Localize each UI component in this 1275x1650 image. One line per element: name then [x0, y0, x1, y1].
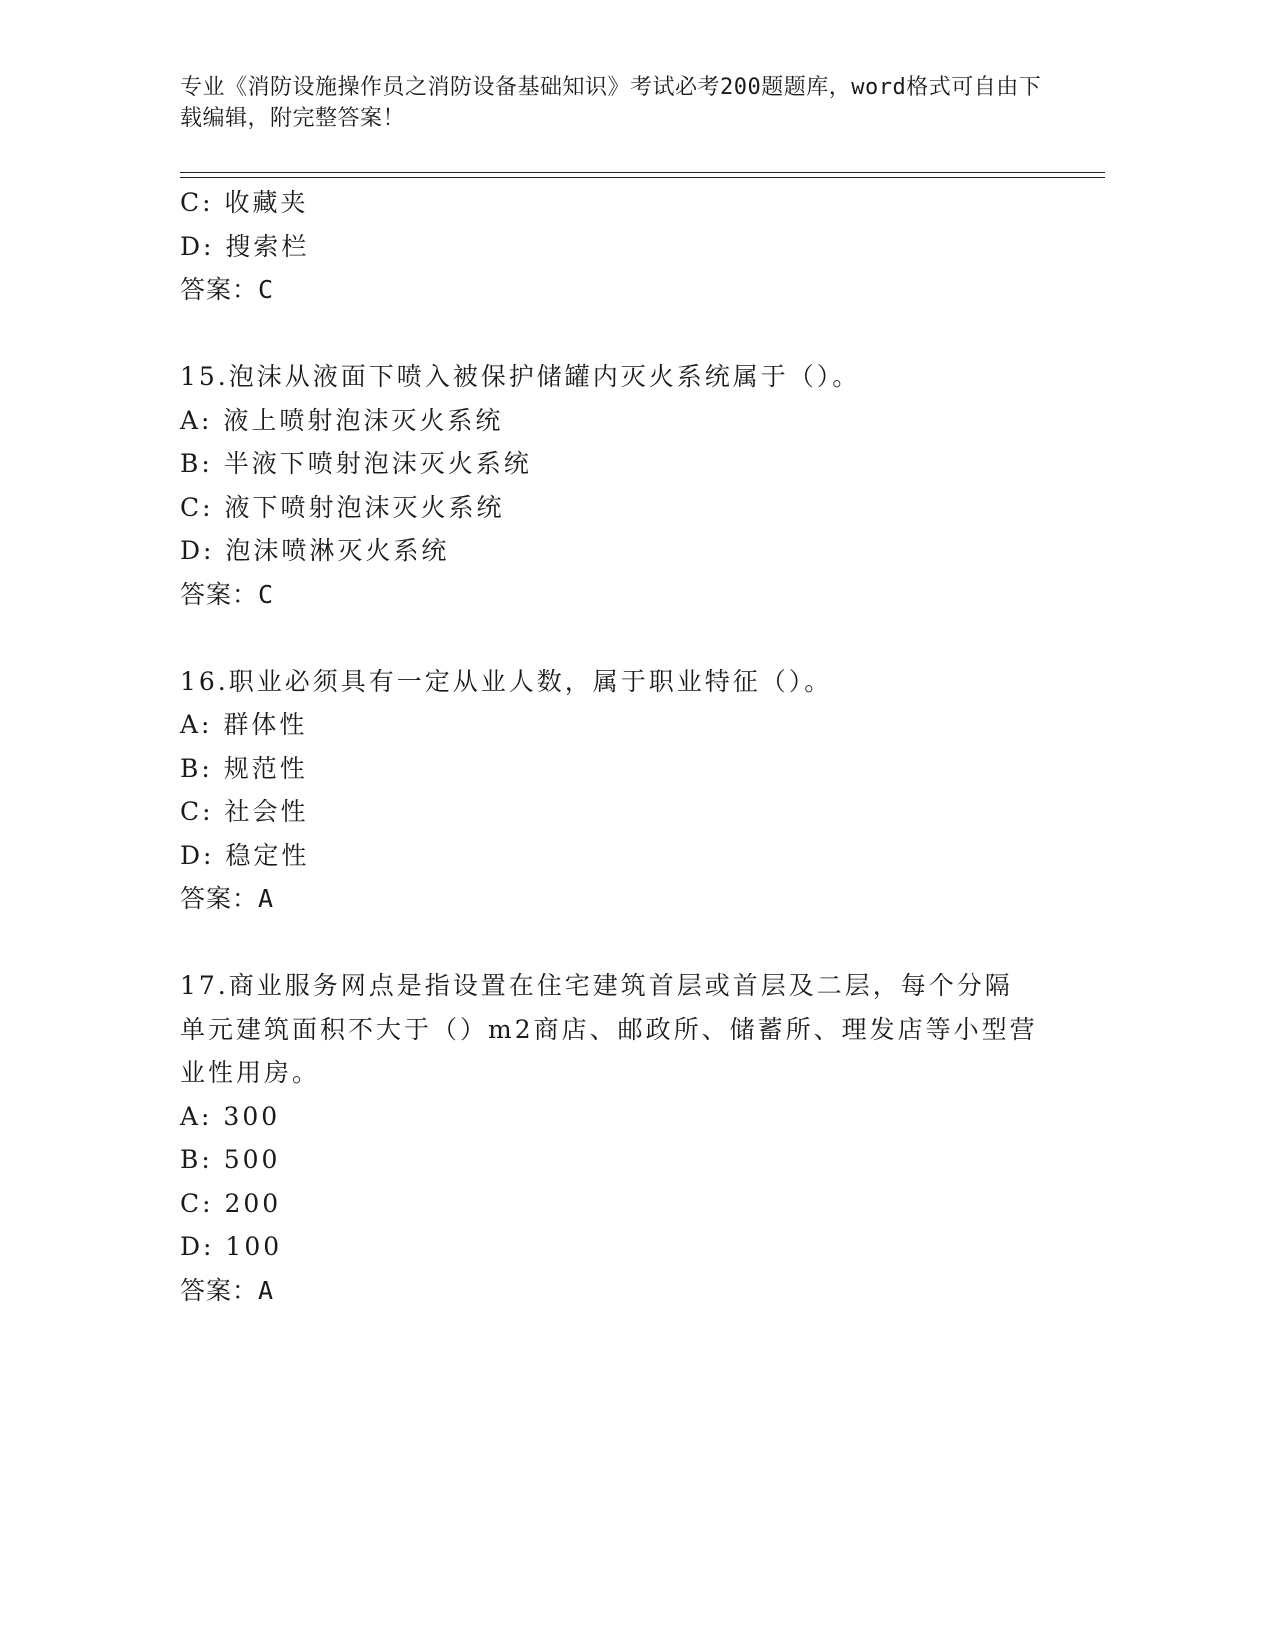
- header-rule-bottom: [180, 177, 1105, 178]
- option-d: D: 泡沫喷淋灭火系统: [180, 536, 450, 565]
- option-d: D: 100: [180, 1232, 283, 1261]
- question-17: [180, 964, 1050, 1312]
- spacer: [180, 312, 1050, 356]
- option-d: D: 稳定性: [180, 840, 310, 870]
- option-a: A: 群体性: [180, 710, 308, 739]
- spacer: [180, 921, 1050, 965]
- spacer: [180, 616, 1050, 660]
- question-text: 15.泡沫从液面下喷入被保护储罐内灭火系统属于（）。: [180, 362, 861, 391]
- header-rule-top: [180, 172, 1105, 173]
- answer: 答案：A: [180, 884, 275, 913]
- question-15: [180, 355, 1050, 616]
- option-c: C: 液下喷射泡沫灭火系统: [180, 492, 505, 522]
- option-a: A: 300: [180, 1101, 281, 1131]
- option-b: B: 500: [180, 1145, 281, 1174]
- answer: 答案：A: [180, 1275, 275, 1305]
- question-text: 16.职业必须具有一定从业人数，属于职业特征（）。: [180, 666, 833, 696]
- option-d: D: 搜索栏: [180, 231, 310, 261]
- previous-question-tail: [180, 181, 1050, 312]
- answer: 答案：C: [180, 275, 275, 304]
- option-a: A: 液上喷射泡沫灭火系统: [180, 405, 504, 435]
- question-list: [180, 181, 1050, 1312]
- option-b: B: 规范性: [180, 753, 308, 783]
- question-16: [180, 660, 1050, 921]
- question-text: 17.商业服务网点是指设置在住宅建筑首层或首层及二层，每个分隔单元建筑面积不大于（）m2商店、邮政所、储蓄所、理发店等小型营业性用房。: [180, 971, 1038, 1087]
- option-c: C: 社会性: [180, 797, 309, 826]
- option-c: C: 200: [180, 1188, 282, 1218]
- option-c: C: 收藏夹: [180, 188, 309, 217]
- option-b: B: 半液下喷射泡沫灭火系统: [180, 449, 532, 478]
- answer: 答案：C: [180, 579, 275, 609]
- document-header: 专业《消防设施操作员之消防设备基础知识》考试必考200题题库，word格式可自由下载编辑，附完整答案！: [180, 75, 1042, 131]
